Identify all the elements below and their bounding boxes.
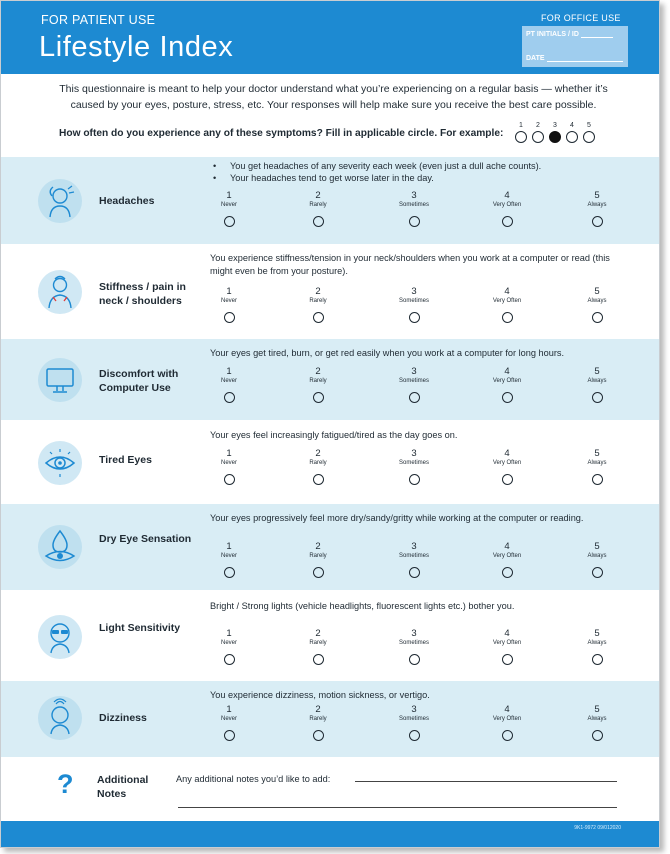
frequency-label: Never xyxy=(220,202,237,208)
frequency-radio[interactable] xyxy=(592,730,603,741)
frequency-label: Rarely xyxy=(309,378,327,384)
frequency-option xyxy=(477,287,537,323)
frequency-label: Rarely xyxy=(309,716,327,722)
form-code: 9K1-9972 09/012020 xyxy=(574,825,621,831)
frequency-number: 4 xyxy=(504,541,510,552)
frequency-number: 1 xyxy=(226,541,232,552)
frequency-option xyxy=(477,705,537,741)
frequency-radio[interactable] xyxy=(313,654,324,665)
date-field[interactable] xyxy=(526,55,623,62)
headache-icon xyxy=(38,179,82,223)
frequency-radio[interactable] xyxy=(224,654,235,665)
example-number: 4 xyxy=(570,122,574,129)
frequency-radio[interactable] xyxy=(313,730,324,741)
frequency-number: 1 xyxy=(226,190,232,201)
frequency-number: 5 xyxy=(594,541,600,552)
symptom-name: Headaches xyxy=(99,195,155,207)
frequency-option xyxy=(477,367,537,403)
frequency-number: 3 xyxy=(411,541,417,552)
pt-initials-label: PT INITIALS / ID xyxy=(526,31,579,38)
frequency-radio[interactable] xyxy=(502,392,513,403)
neck-pain-icon xyxy=(38,270,82,314)
symptom-section xyxy=(1,338,660,420)
additional-notes-label-line: Additional xyxy=(97,774,149,786)
symptom-name: Discomfort with Computer Use xyxy=(99,368,179,394)
frequency-option xyxy=(567,287,627,323)
symptom-name: Dizziness xyxy=(99,712,147,724)
frequency-number: 4 xyxy=(504,628,510,639)
frequency-radio[interactable] xyxy=(313,567,324,578)
instructions-text: How often do you experience any of these symptoms? Fill in applicable circle. For example: xyxy=(59,128,504,139)
symptom-description: Your eyes progressively feel more dry/sandy/gritty while working at the computer or reading. xyxy=(210,513,584,523)
example-empty-circle xyxy=(532,131,544,143)
frequency-option xyxy=(288,542,348,578)
frequency-option xyxy=(384,191,444,227)
frequency-label: Sometimes xyxy=(398,460,429,466)
symptom-name: Dry Eye Sensation xyxy=(99,533,192,545)
frequency-label: Rarely xyxy=(309,553,327,559)
frequency-radio[interactable] xyxy=(313,312,324,323)
frequency-label: Very Often xyxy=(492,202,522,208)
frequency-radio[interactable] xyxy=(409,312,420,323)
frequency-option xyxy=(199,367,259,403)
example-number: 5 xyxy=(587,122,591,129)
sunglasses-face-icon xyxy=(38,615,82,659)
eye-drop-icon xyxy=(38,525,82,569)
frequency-number: 5 xyxy=(594,366,600,377)
frequency-number: 1 xyxy=(226,286,232,297)
frequency-number: 4 xyxy=(504,448,510,459)
example-empty-circle xyxy=(583,131,595,143)
frequency-option xyxy=(384,629,444,665)
frequency-label: Always xyxy=(587,640,607,646)
form-footer xyxy=(1,821,660,848)
frequency-option xyxy=(384,287,444,323)
frequency-label: Never xyxy=(220,716,237,722)
frequency-option xyxy=(199,542,259,578)
frequency-number: 5 xyxy=(594,704,600,715)
frequency-number: 4 xyxy=(504,704,510,715)
symptom-bullet: • Your headaches tend to get worse later in the day. xyxy=(213,172,613,184)
frequency-label: Very Often xyxy=(492,460,522,466)
frequency-option xyxy=(384,542,444,578)
frequency-radio[interactable] xyxy=(313,474,324,485)
frequency-number: 2 xyxy=(315,704,321,715)
symptom-description: Bright / Strong lights (vehicle headlights, fluorescent lights etc.) bother you. xyxy=(210,601,515,611)
additional-notes-label xyxy=(97,774,148,801)
example-empty-circle xyxy=(515,131,527,143)
frequency-label: Sometimes xyxy=(398,716,429,722)
symptom-section xyxy=(1,503,660,590)
frequency-radio[interactable] xyxy=(224,730,235,741)
form-title: Lifestyle Index xyxy=(39,31,234,63)
monitor-icon xyxy=(38,358,82,402)
example-scale xyxy=(515,122,597,144)
frequency-option xyxy=(288,367,348,403)
frequency-option xyxy=(567,629,627,665)
symptom-name: Tired Eyes xyxy=(99,454,152,466)
frequency-option xyxy=(199,705,259,741)
frequency-number: 4 xyxy=(504,286,510,297)
additional-notes-prompt: Any additional notes you’d like to add: xyxy=(176,774,331,784)
frequency-radio[interactable] xyxy=(409,216,420,227)
frequency-number: 5 xyxy=(594,628,600,639)
frequency-label: Very Often xyxy=(492,716,522,722)
frequency-radio[interactable] xyxy=(502,567,513,578)
frequency-option xyxy=(288,629,348,665)
example-number: 3 xyxy=(553,122,557,129)
frequency-label: Very Often xyxy=(492,640,522,646)
symptom-section xyxy=(1,680,660,757)
frequency-number: 2 xyxy=(315,628,321,639)
frequency-label: Rarely xyxy=(309,202,327,208)
frequency-radio[interactable] xyxy=(313,392,324,403)
notes-line-2[interactable] xyxy=(178,807,617,808)
frequency-number: 4 xyxy=(504,190,510,201)
frequency-radio[interactable] xyxy=(224,474,235,485)
frequency-option xyxy=(384,449,444,485)
frequency-option xyxy=(567,367,627,403)
frequency-number: 1 xyxy=(226,448,232,459)
frequency-option xyxy=(384,705,444,741)
symptom-description: You experience stiffness/tension in your neck/shoulders when you work at a computer or read (this might even be from your posture). xyxy=(210,253,610,276)
frequency-label: Never xyxy=(220,460,237,466)
frequency-radio[interactable] xyxy=(409,567,420,578)
notes-line-1[interactable] xyxy=(355,781,617,782)
frequency-number: 2 xyxy=(315,541,321,552)
pt-initials-field[interactable] xyxy=(526,31,613,38)
frequency-radio[interactable] xyxy=(502,654,513,665)
frequency-label: Never xyxy=(220,640,237,646)
frequency-radio[interactable] xyxy=(502,474,513,485)
symptom-bullets xyxy=(213,160,613,184)
frequency-label: Sometimes xyxy=(398,640,429,646)
frequency-radio[interactable] xyxy=(502,730,513,741)
frequency-radio[interactable] xyxy=(592,312,603,323)
symptom-name: Stiffness / pain in neck / shoulders xyxy=(99,281,186,307)
frequency-option xyxy=(199,629,259,665)
date-line xyxy=(547,61,623,62)
frequency-label: Always xyxy=(587,553,607,559)
frequency-option xyxy=(477,191,537,227)
frequency-option xyxy=(567,705,627,741)
frequency-radio[interactable] xyxy=(592,392,603,403)
frequency-number: 3 xyxy=(411,448,417,459)
frequency-label: Never xyxy=(220,553,237,559)
example-filled-circle xyxy=(549,131,561,143)
frequency-number: 1 xyxy=(226,704,232,715)
office-use-label: FOR OFFICE USE xyxy=(541,13,621,23)
frequency-option xyxy=(199,191,259,227)
frequency-option xyxy=(477,629,537,665)
frequency-option xyxy=(567,449,627,485)
frequency-number: 2 xyxy=(315,366,321,377)
patient-use-label: FOR PATIENT USE xyxy=(41,13,156,27)
frequency-option xyxy=(567,542,627,578)
frequency-number: 1 xyxy=(226,628,232,639)
frequency-label: Always xyxy=(587,378,607,384)
frequency-label: Always xyxy=(587,460,607,466)
symptom-description: Your eyes get tired, burn, or get red easily when you work at a computer for long hours. xyxy=(210,348,565,358)
frequency-label: Sometimes xyxy=(398,298,429,304)
frequency-number: 5 xyxy=(594,190,600,201)
frequency-radio[interactable] xyxy=(592,474,603,485)
frequency-number: 3 xyxy=(411,366,417,377)
frequency-option xyxy=(567,191,627,227)
frequency-label: Sometimes xyxy=(398,378,429,384)
example-number: 1 xyxy=(519,122,523,129)
frequency-label: Always xyxy=(587,716,607,722)
eye-icon xyxy=(38,441,82,485)
frequency-number: 1 xyxy=(226,366,232,377)
symptom-section xyxy=(1,420,660,503)
symptom-section xyxy=(1,590,660,680)
frequency-radio[interactable] xyxy=(592,567,603,578)
dizzy-face-icon xyxy=(38,696,82,740)
frequency-radio[interactable] xyxy=(409,654,420,665)
additional-notes-label-line: Notes xyxy=(97,787,127,800)
frequency-number: 3 xyxy=(411,628,417,639)
frequency-label: Rarely xyxy=(309,460,327,466)
frequency-label: Very Often xyxy=(492,378,522,384)
frequency-label: Rarely xyxy=(309,640,327,646)
symptom-description: Your eyes feel increasingly fatigued/tired as the day goes on. xyxy=(210,430,458,440)
frequency-option xyxy=(199,449,259,485)
symptom-name: Light Sensitivity xyxy=(99,622,181,634)
example-number: 2 xyxy=(536,122,540,129)
frequency-option xyxy=(288,449,348,485)
frequency-option xyxy=(288,705,348,741)
frequency-label: Very Often xyxy=(492,553,522,559)
symptom-section xyxy=(1,244,660,338)
frequency-radio[interactable] xyxy=(409,474,420,485)
question-mark-icon: ? xyxy=(57,769,74,799)
frequency-radio[interactable] xyxy=(224,216,235,227)
example-empty-circle xyxy=(566,131,578,143)
frequency-number: 5 xyxy=(594,448,600,459)
frequency-label: Rarely xyxy=(309,298,327,304)
frequency-number: 3 xyxy=(411,190,417,201)
frequency-radio[interactable] xyxy=(224,567,235,578)
pt-initials-line xyxy=(581,37,613,38)
symptom-bullet: • You get headaches of any severity each week (even just a dull ache counts). xyxy=(213,160,613,172)
frequency-number: 5 xyxy=(594,286,600,297)
frequency-option xyxy=(288,287,348,323)
frequency-number: 3 xyxy=(411,704,417,715)
frequency-radio[interactable] xyxy=(409,730,420,741)
frequency-number: 2 xyxy=(315,190,321,201)
frequency-radio[interactable] xyxy=(502,312,513,323)
form-header xyxy=(1,1,660,74)
office-use-box xyxy=(522,26,628,67)
frequency-option xyxy=(288,191,348,227)
frequency-radio[interactable] xyxy=(592,654,603,665)
frequency-option xyxy=(477,542,537,578)
frequency-option xyxy=(384,367,444,403)
frequency-radio[interactable] xyxy=(224,392,235,403)
frequency-option xyxy=(477,449,537,485)
frequency-radio[interactable] xyxy=(592,216,603,227)
frequency-label: Always xyxy=(587,298,607,304)
frequency-number: 3 xyxy=(411,286,417,297)
frequency-label: Sometimes xyxy=(398,553,429,559)
frequency-radio[interactable] xyxy=(313,216,324,227)
frequency-option xyxy=(199,287,259,323)
intro-text: This questionnaire is meant to help your doctor understand what you’re experiencing on a regular basis — whether it’s caused by your eyes, posture, stress, etc. Your responses will help make sure you receive the best care possible. xyxy=(59,83,608,111)
date-label: DATE xyxy=(526,55,545,62)
frequency-label: Never xyxy=(220,298,237,304)
frequency-label: Never xyxy=(220,378,237,384)
symptom-description: You experience dizziness, motion sickness, or vertigo. xyxy=(210,690,430,700)
frequency-label: Always xyxy=(587,202,607,208)
frequency-radio[interactable] xyxy=(224,312,235,323)
frequency-radio[interactable] xyxy=(502,216,513,227)
frequency-number: 4 xyxy=(504,366,510,377)
frequency-label: Sometimes xyxy=(398,202,429,208)
frequency-number: 2 xyxy=(315,286,321,297)
frequency-label: Very Often xyxy=(492,298,522,304)
frequency-radio[interactable] xyxy=(409,392,420,403)
symptom-section xyxy=(1,156,660,244)
frequency-number: 2 xyxy=(315,448,321,459)
